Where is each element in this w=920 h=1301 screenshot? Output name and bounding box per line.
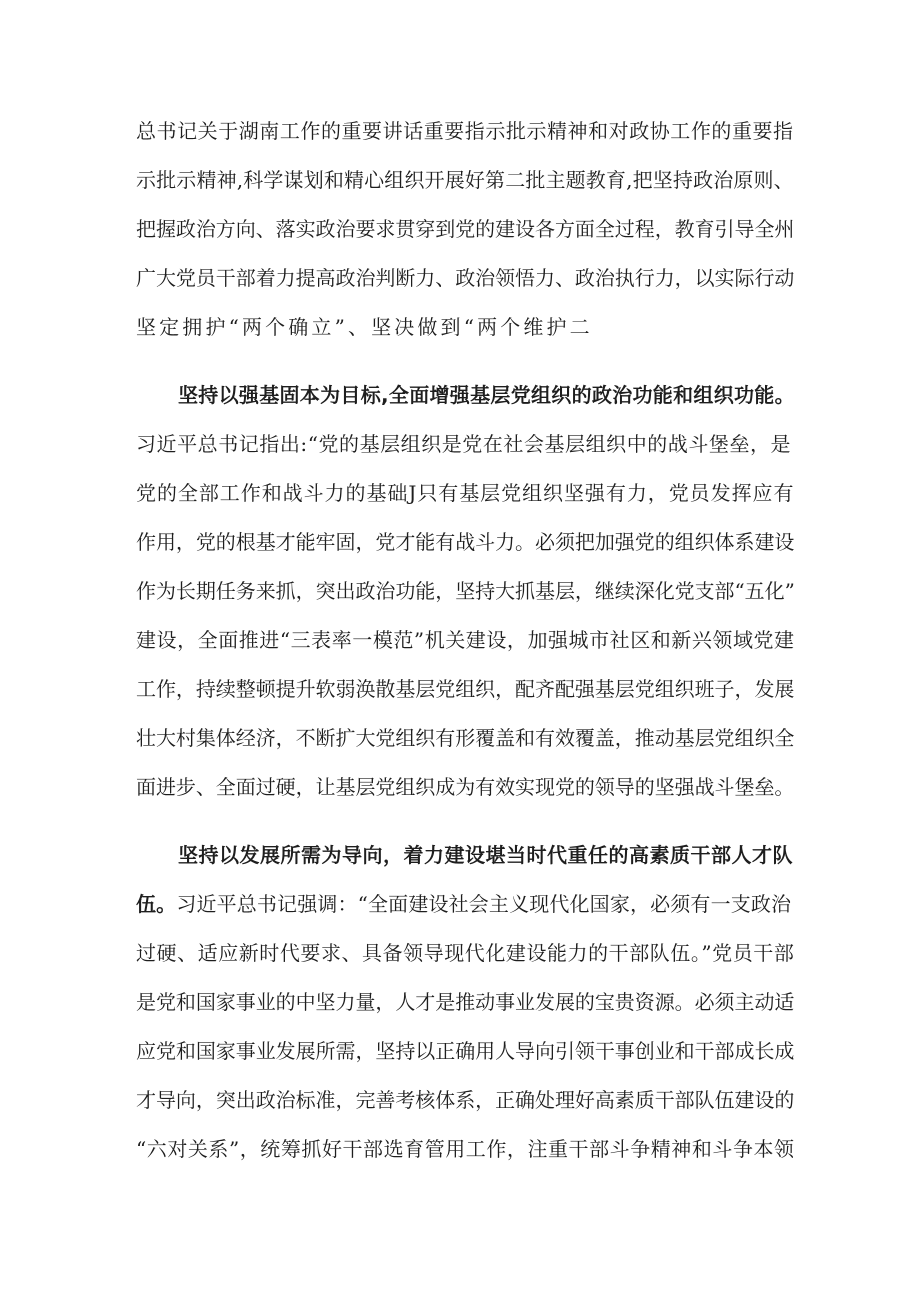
text-line: 坚定拥护“两个确立”、坚决做到“两个维护二 <box>136 315 593 339</box>
text-line: 壮大村集体经济，不断扩大党组织有形覆盖和有效覆盖，推动基层党组织全 <box>136 726 795 750</box>
text-line: 广大党员干部着力提高政治判断力、政治领悟力、政治执行力，以实际行动 <box>136 266 795 290</box>
text-line: 过硬、适应新时代要求、具备领导现代化建设能力的干部队伍。”党员干部 <box>136 941 795 965</box>
text-line: 建设，全面推进“三表率一模范”机关建设，加强城市社区和新兴领域党建 <box>136 628 795 652</box>
paragraph-heading: 坚持以发展所需为导向，着力建设堪当时代重任的高素质干部人才队 <box>178 843 793 867</box>
text-line: 是党和国家事业的中坚力量，人才是推动事业发展的宝贵资源。必须主动适 <box>136 990 795 1014</box>
text-line: 把握政治方向、落实政治要求贯穿到党的建设各方面全过程，教育引导全州 <box>136 217 795 241</box>
paragraph-heading: 坚持以强基固本为目标,全面增强基层党组织的政治功能和组织功能。 <box>178 383 795 407</box>
text-line <box>136 892 796 916</box>
text-line: “六对关系”，统筹抓好干部选育管用工作，注重干部斗争精神和斗争本领 <box>136 1137 795 1161</box>
text-line: 才导向，突出政治标准，完善考核体系，正确处理好高素质干部队伍建设的 <box>136 1088 795 1112</box>
text-line: 习近平总书记指出:“党的基层组织是党在社会基层组织中的战斗堡垒，是 <box>136 432 792 456</box>
text-line: 工作，持续整顿提升软弱涣散基层党组织，配齐配强基层党组织班子，发展 <box>136 677 795 701</box>
text-line: 党的全部工作和战斗力的基础J只有基层党组织坚强有力，党员发挥应有 <box>136 481 795 505</box>
text-line-rest: 习近平总书记强调：“全面建设社会主义现代化国家，必须有一支政治 <box>176 892 792 916</box>
text-line: 应党和国家事业发展所需，坚持以正确用人导向引领干事创业和干部成长成 <box>136 1039 795 1063</box>
text-line: 作为长期任务来抓，突出政治功能，坚持大抓基层，继续深化党支部“五化” <box>136 579 795 603</box>
paragraph-heading-end: 伍。 <box>136 892 177 916</box>
text-line: 总书记关于湖南工作的重要讲话重要指示批示精神和对政协工作的重要指 <box>136 119 794 143</box>
text-line: 面进步、全面过硬，让基层党组织成为有效实现党的领导的坚强战斗堡垒。 <box>136 775 795 799</box>
text-line: 作用，党的根基才能牢固，党才能有战斗力。必须把加强党的组织体系建设 <box>136 530 795 554</box>
text-line: 示批示精神,科学谋划和精心组织开展好第二批主题教育,把坚持政治原则、 <box>136 168 794 192</box>
